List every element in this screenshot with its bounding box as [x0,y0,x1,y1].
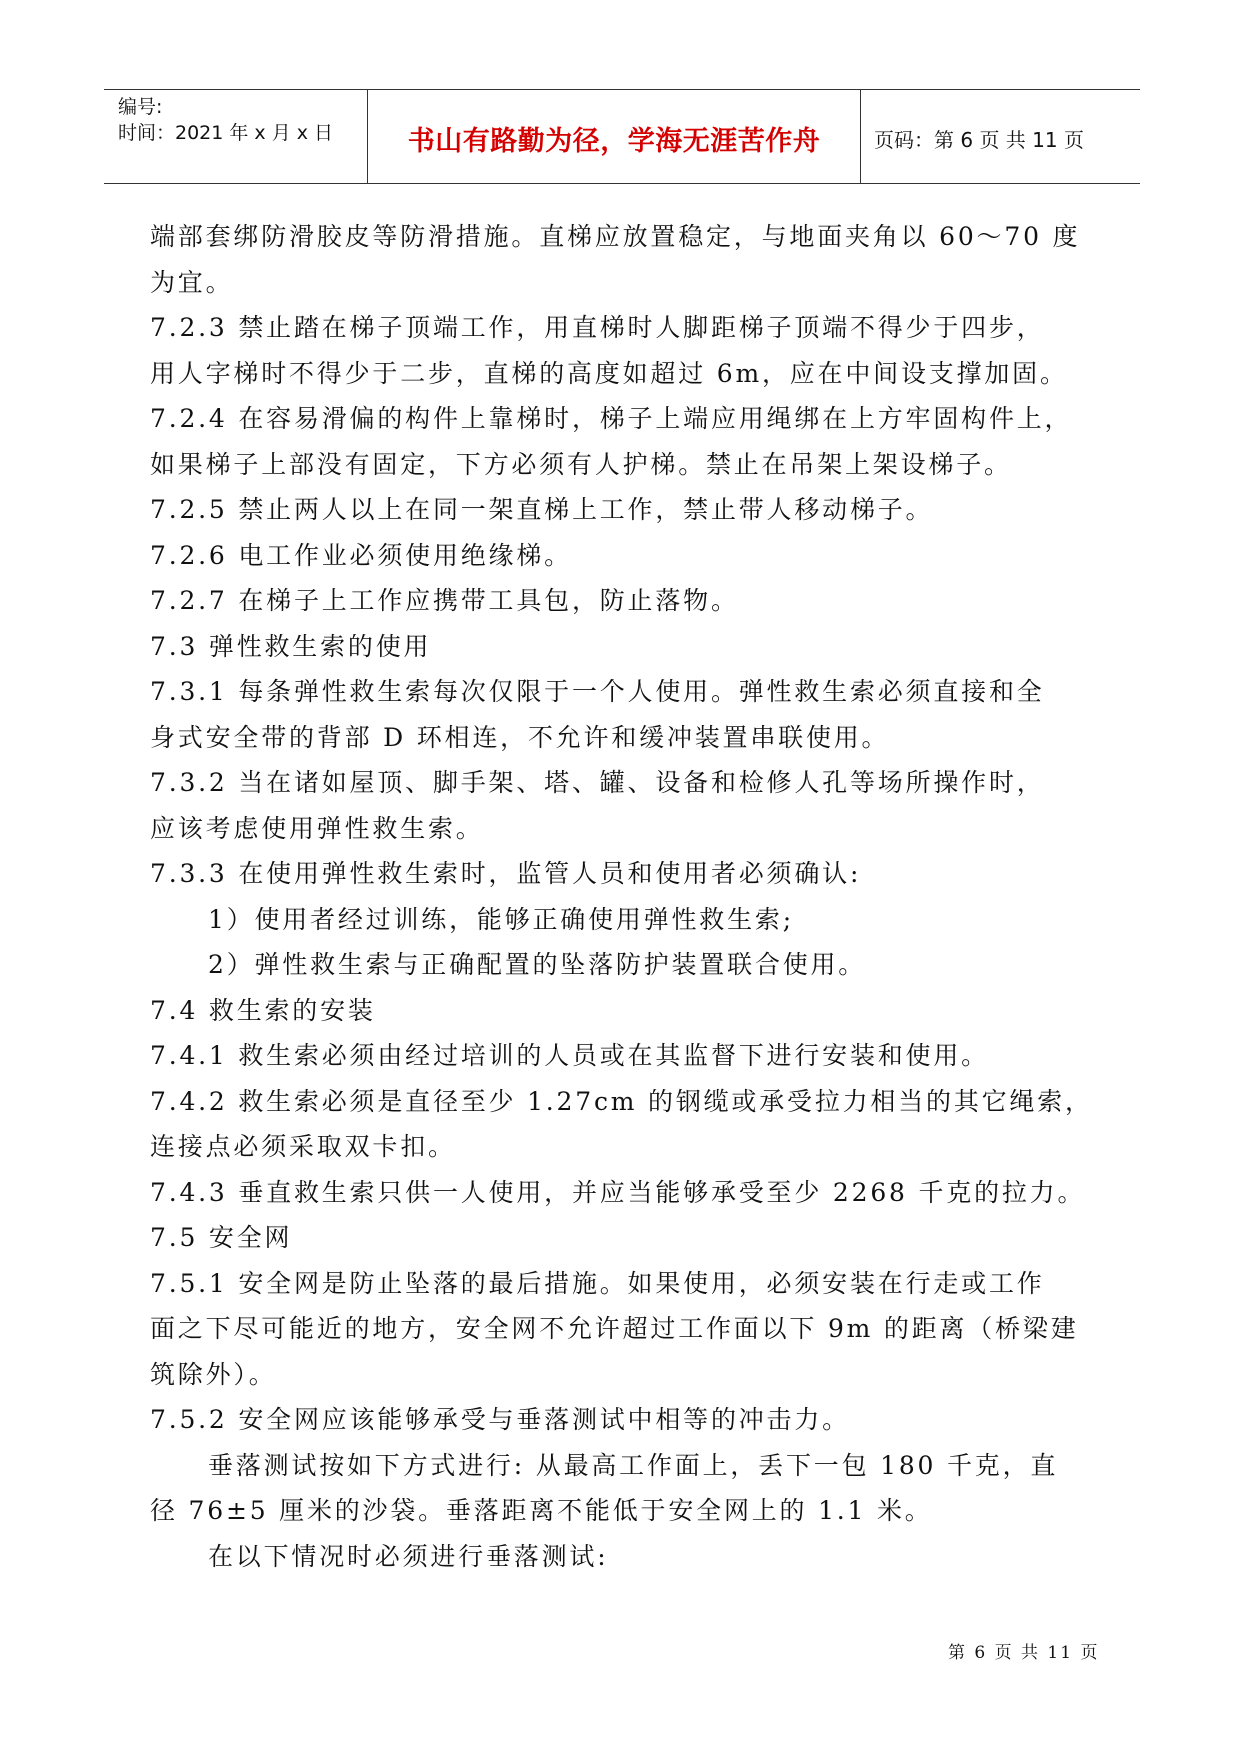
body-paragraph: 在以下情况时必须进行垂落测试: [208,1541,609,1571]
section-7-3-1: 7.3.1 每条弹性救生索每次仅限于一个人使用。弹性救生索必须直接和全 [150,677,1045,706]
document-body [150,214,1100,1579]
body-line: 端部套绑防滑胶皮等防滑措施。直梯应放置稳定，与地面夹角以 60～70 度 [150,222,1081,251]
body-line: 身式安全带的背部 D 环相连，不允许和缓冲装置串联使用。 [150,722,890,752]
body-line: 连接点必须采取双卡扣。 [150,1132,456,1161]
section-heading-7-5: 7.5 安全网 [150,1223,293,1252]
document-number-label: 编号: [118,96,163,118]
section-7-2-4: 7.2.4 在容易滑偏的构件上靠梯时，梯子上端应用绳绑在上方牢固构件上， [150,404,1073,433]
body-line: 应该考虑使用弹性救生索。 [150,813,484,843]
document-time-label: 时间：2021 年 x 月 x 日 [118,122,334,144]
section-7-5-2: 7.5.2 安全网应该能够承受与垂落测试中相等的冲击力。 [150,1405,850,1434]
section-7-4-1: 7.4.1 救生索必须由经过培训的人员或在其监督下进行安装和使用。 [150,1041,989,1070]
section-7-2-5: 7.2.5 禁止两人以上在同一架直梯上工作，禁止带人移动梯子。 [150,495,934,524]
section-7-3-3: 7.3.3 在使用弹性救生索时，监管人员和使用者必须确认: [150,859,862,888]
header-page-number: 页码：第 6 页 共 11 页 [874,128,1084,152]
body-line: 如果梯子上部没有固定，下方必须有人护梯。禁止在吊架上架设梯子。 [150,449,1012,479]
section-heading-7-3: 7.3 弹性救生索的使用 [150,631,432,661]
section-7-5-1: 7.5.1 安全网是防止坠落的最后措施。如果使用，必须安装在行走或工作 [150,1268,1045,1298]
header-divider-right [860,90,861,183]
section-7-2-3: 7.2.3 禁止踏在梯子顶端工作，用直梯时人脚距梯子顶端不得少于四步， [150,313,1045,342]
section-7-2-6: 7.2.6 电工作业必须使用绝缘梯。 [150,540,572,570]
body-line: 面之下尽可能近的地方，安全网不允许超过工作面以下 9m 的距离（桥梁建 [150,1314,1079,1343]
header-slogan: 书山有路勤为径，学海无涯苦作舟 [407,126,821,157]
section-7-4-2: 7.4.2 救生索必须是直径至少 1.27cm 的钢缆或承受拉力相当的其它绳索， [150,1086,1093,1116]
page-footer: 第 6 页 共 11 页 [948,1643,1100,1663]
page-header [104,89,1140,184]
list-item: 1）使用者经过训练，能够正确使用弹性救生索; [208,904,794,934]
header-meta [118,94,333,146]
body-line: 径 76±5 厘米的沙袋。垂落距离不能低于安全网上的 1.1 米。 [150,1496,933,1525]
body-line: 用人字梯时不得少于二步，直梯的高度如超过 6m，应在中间设支撑加固。 [150,358,1068,388]
list-item: 2）弹性救生索与正确配置的坠落防护装置联合使用。 [208,950,867,979]
body-paragraph: 垂落测试按如下方式进行: 从最高工作面上，丢下一包 180 千克，直 [208,1450,1059,1480]
section-heading-7-4: 7.4 救生索的安装 [150,995,376,1025]
section-7-3-2: 7.3.2 当在诸如屋顶、脚手架、塔、罐、设备和检修人孔等场所操作时， [150,768,1045,797]
section-7-4-3: 7.4.3 垂直救生索只供一人使用，并应当能够承受至少 2268 千克的拉力。 [150,1177,1086,1207]
body-line: 筑除外）。 [150,1359,277,1389]
body-line: 为宜。 [150,267,234,297]
section-7-2-7: 7.2.7 在梯子上工作应携带工具包，防止落物。 [150,586,739,615]
